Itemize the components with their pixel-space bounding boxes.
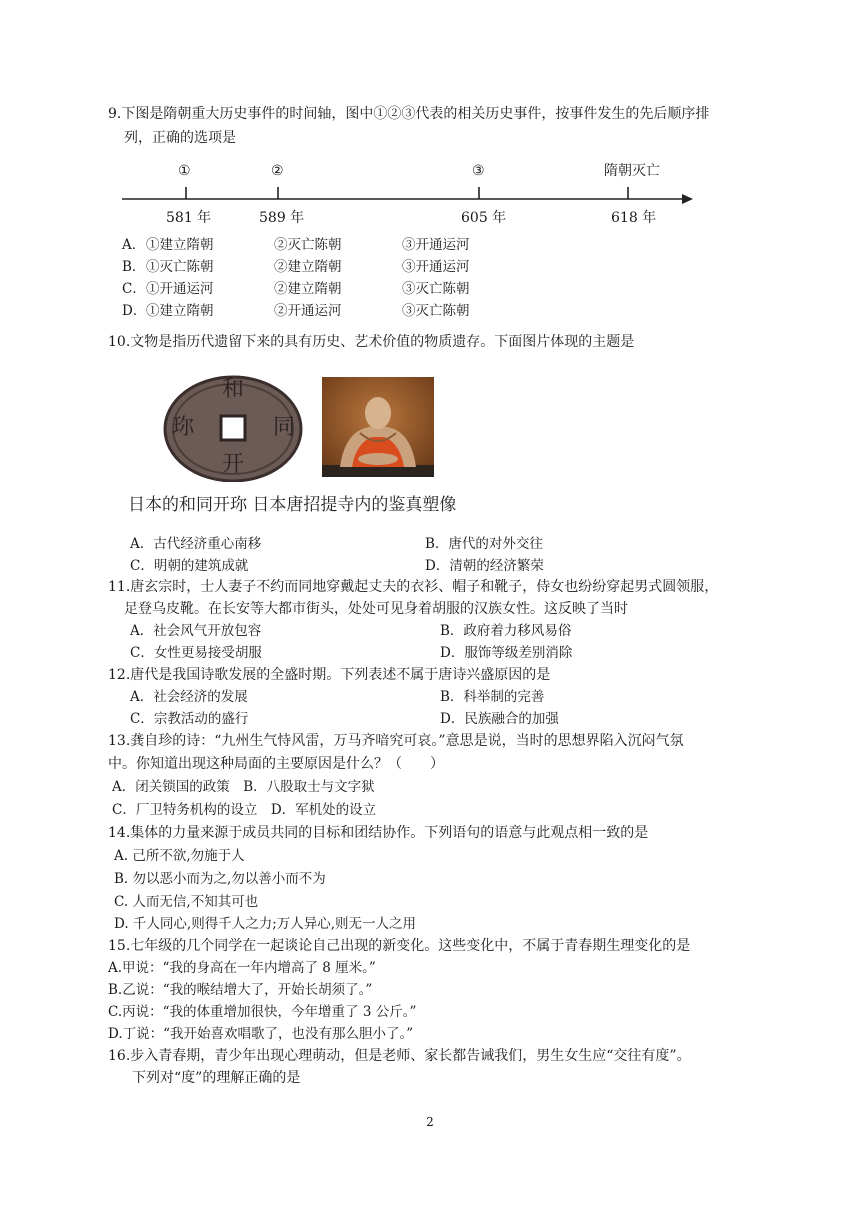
q9-option-b-1: ①灭亡陈朝 xyxy=(146,259,214,275)
timeline-year-1: 581 年 xyxy=(166,210,212,226)
q12-option-b: B．科举制的完善 xyxy=(440,689,545,705)
q9-option-b-3: ③开通运河 xyxy=(402,259,470,275)
q14-option-c: C. 人而无信,不知其可也 xyxy=(114,894,259,910)
q12-option-c: C．宗教活动的盛行 xyxy=(130,711,249,727)
q9-option-b-2: ②建立隋朝 xyxy=(274,259,342,275)
q14-option-d: D. 千人同心,则得千人之力;万人异心,则无一人之用 xyxy=(114,916,417,932)
q13-stem-line2: 中。你知道出现这种局面的主要原因是什么？（ ） xyxy=(108,756,444,772)
q9-option-c-letter: C． xyxy=(122,281,146,297)
q10-option-c: C．明朝的建筑成就 xyxy=(130,558,249,574)
timeline-arrow xyxy=(682,194,693,204)
jianzhen-statue-image xyxy=(322,377,434,477)
q11-option-b: B．政府着力移风易俗 xyxy=(440,623,572,639)
q9-option-b-letter: B． xyxy=(122,259,146,275)
q9-option-c-3: ③灭亡陈朝 xyxy=(402,281,470,297)
q15-stem: 15.七年级的几个同学在一起谈论自己出现的新变化。这些变化中，不属于青春期生理变化的是 xyxy=(108,938,691,954)
timeline-year-2: 589 年 xyxy=(259,210,305,226)
q10-image-caption: 日本的和同开珎 日本唐招提寺内的鉴真塑像 xyxy=(128,495,457,515)
q13-options-line1: A．闭关锁国的政策 B．八股取士与文字狱 xyxy=(112,779,375,795)
q9-option-c-1: ①开通运河 xyxy=(146,281,214,297)
q13-options-line2: C．厂卫特务机构的设立 D．军机处的设立 xyxy=(112,802,377,818)
q15-option-d: D.丁说：“我开始喜欢唱歌了，也没有那么胆小了。” xyxy=(108,1026,414,1042)
q16-stem-line1: 16.步入青春期，青少年出现心理萌动，但是老师、家长都告诫我们，男生女生应“交往有度”。 xyxy=(108,1048,691,1064)
q11-option-a: A．社会风气开放包容 xyxy=(130,623,262,639)
q11-stem-line2: 足登乌皮靴。在长安等大都市街头，处处可见身着胡服的汉族女性。这反映了当时 xyxy=(124,601,628,617)
q10-stem: 10.文物是指历代遗留下来的具有历史、艺术价值的物质遗存。下面图片体现的主题是 xyxy=(108,334,635,350)
timeline-mark-2: ② xyxy=(271,163,284,179)
timeline-year-3: 605 年 xyxy=(461,210,507,226)
coin-char-left: 珎 xyxy=(172,415,195,440)
q9-stem-line1: 9.下图是隋朝重大历史事件的时间轴，图中①②③代表的相关历史事件，按事件发生的先后顺序排 xyxy=(108,106,710,122)
q12-option-a: A．社会经济的发展 xyxy=(130,689,248,705)
q15-option-a: A.甲说：“我的身高在一年内增高了 8 厘米。” xyxy=(108,960,376,976)
timeline-mark-1: ① xyxy=(178,163,191,179)
q9-option-a-2: ②灭亡陈朝 xyxy=(274,237,342,253)
coin-char-top: 和 xyxy=(222,377,245,402)
q12-option-d: D．民族融合的加强 xyxy=(440,711,559,727)
q10-option-a: A．古代经济重心南移 xyxy=(130,536,262,552)
q11-option-c: C．女性更易接受胡服 xyxy=(130,645,262,661)
q11-option-d: D．服饰等级差别消除 xyxy=(440,645,573,661)
timeline-year-4: 618 年 xyxy=(611,210,657,226)
q9-option-a-3: ③开通运河 xyxy=(402,237,470,253)
q9-option-a-letter: A． xyxy=(122,237,146,253)
q9-option-d-2: ②开通运河 xyxy=(274,303,342,319)
q9-option-d-letter: D． xyxy=(122,303,147,319)
coin-char-bottom: 开 xyxy=(222,452,245,477)
q9-option-a-1: ①建立隋朝 xyxy=(146,237,214,253)
q13-stem-line1: 13.龚自珍的诗：“九州生气恃风雷，万马齐喑究可哀。”意思是说，当时的思想界陷入沉闷气氛 xyxy=(108,733,684,749)
q14-option-a: A. 己所不欲,勿施于人 xyxy=(114,848,245,864)
q9-option-d-3: ③灭亡陈朝 xyxy=(402,303,470,319)
q9-stem-line2: 列，正确的选项是 xyxy=(124,130,236,146)
q9-option-c-2: ②建立隋朝 xyxy=(274,281,342,297)
q15-option-c: C.丙说：“我的体重增加很快，今年增重了 3 公斤。” xyxy=(108,1004,417,1020)
timeline-mark-3: ③ xyxy=(472,163,485,179)
q12-stem: 12.唐代是我国诗歌发展的全盛时期。下列表述不属于唐诗兴盛原因的是 xyxy=(108,667,551,683)
q9-option-d-1: ①建立隋朝 xyxy=(146,303,214,319)
q10-option-b: B．唐代的对外交往 xyxy=(425,536,543,552)
q14-stem: 14.集体的力量来源于成员共同的目标和团结协作。下列语句的语意与此观点相一致的是 xyxy=(108,825,649,841)
q10-option-d: D．清朝的经济繁荣 xyxy=(425,558,544,574)
q14-option-b: B. 勿以恶小而为之,勿以善小而不为 xyxy=(114,871,326,887)
coin-char-right: 同 xyxy=(273,415,296,440)
q16-stem-line2: 下列对“度”的理解正确的是 xyxy=(132,1070,301,1086)
q15-option-b: B.乙说：“我的喉结增大了，开始长胡须了。” xyxy=(108,982,373,998)
timeline-mark-4: 隋朝灭亡 xyxy=(604,163,660,179)
page-number: 2 xyxy=(426,1115,434,1129)
q11-stem-line1: 11.唐玄宗时，士人妻子不约而同地穿戴起丈夫的衣衫、帽子和靴子，侍女也纷纷穿起男式圆领服， xyxy=(108,579,719,595)
